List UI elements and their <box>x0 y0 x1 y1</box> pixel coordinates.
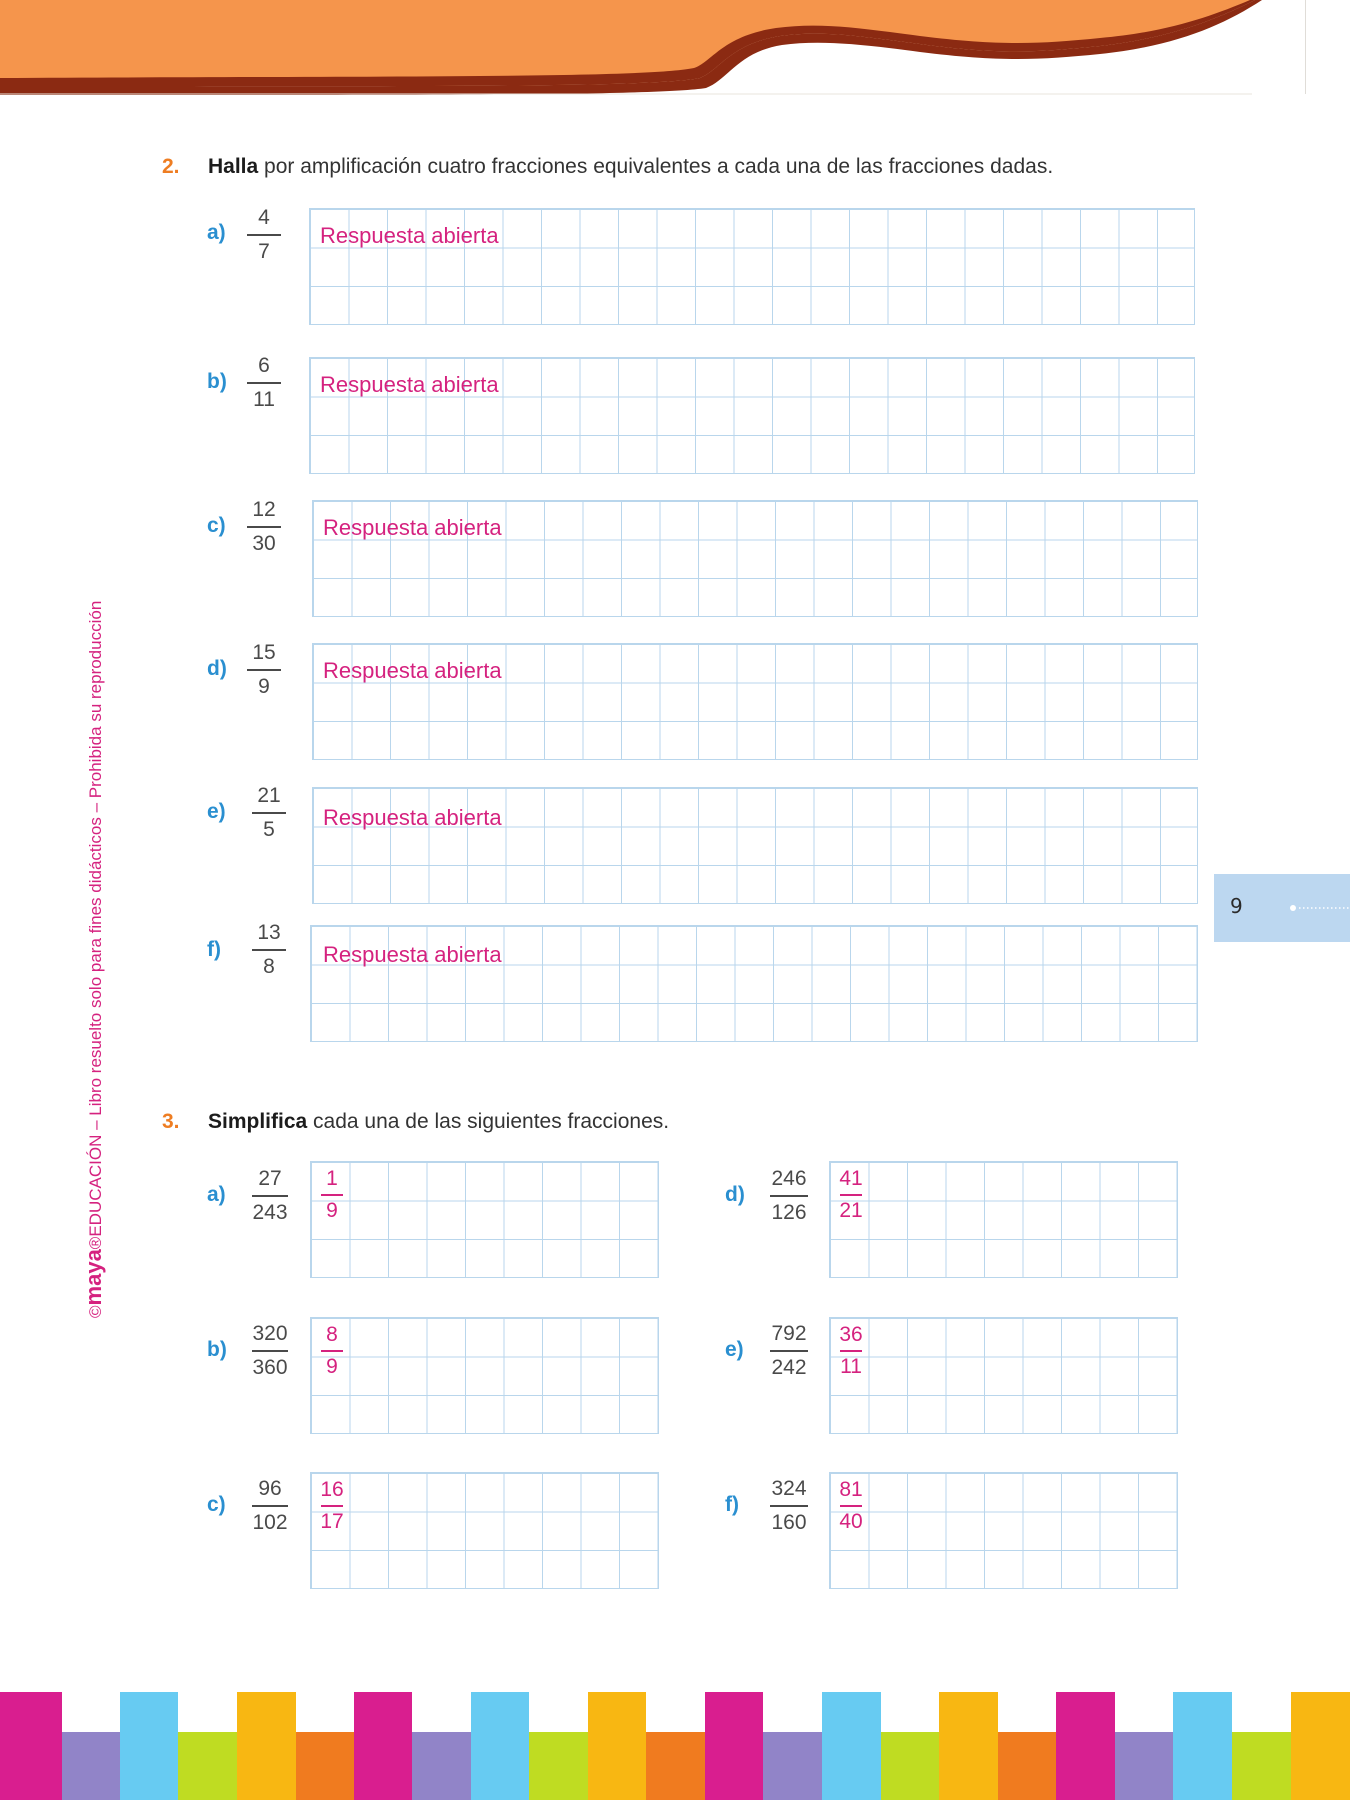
right-margin-rule <box>1305 0 1306 94</box>
footer-color-stripes <box>0 1692 1350 1800</box>
fraction-bar <box>252 812 286 814</box>
registered-symbol: ® <box>86 1236 105 1250</box>
given-fraction <box>764 1475 814 1537</box>
fraction-bar <box>252 1195 288 1197</box>
answer-grid[interactable] <box>309 357 1195 474</box>
given-fraction <box>764 1165 814 1227</box>
fraction-denominator: 126 <box>771 1200 807 1224</box>
answer-fraction <box>836 1164 866 1226</box>
page-number: 9 <box>1230 894 1243 918</box>
fraction-numerator: 6 <box>258 354 270 377</box>
given-fraction <box>241 639 287 701</box>
answer-denominator: 9 <box>326 1354 338 1378</box>
fraction-numerator: 96 <box>258 1477 282 1500</box>
item-letter: f) <box>207 938 221 961</box>
answer-numerator: 41 <box>839 1167 863 1190</box>
fraction-bar <box>247 382 281 384</box>
answer-denominator: 40 <box>839 1509 863 1533</box>
answer-numerator: 36 <box>839 1323 863 1346</box>
fraction-bar <box>770 1505 808 1507</box>
fraction-numerator: 324 <box>771 1477 807 1500</box>
fraction-bar <box>252 949 286 951</box>
answer-grid[interactable] <box>309 208 1195 325</box>
answer-fraction <box>836 1320 866 1382</box>
fraction-numerator: 15 <box>252 641 276 664</box>
fraction-numerator: 21 <box>257 784 281 807</box>
sidebar-credit <box>81 478 106 1318</box>
instruction-text <box>208 1110 669 1134</box>
dotted-leader <box>1290 905 1350 911</box>
answer-denominator: 17 <box>320 1509 344 1533</box>
answer-fraction <box>836 1475 866 1537</box>
answer-grid[interactable] <box>829 1472 1178 1589</box>
instruction-verb: Halla <box>208 155 259 178</box>
answer-grid[interactable] <box>312 787 1198 904</box>
given-fraction <box>246 1165 294 1227</box>
item-letter: a) <box>207 1183 226 1206</box>
answer-grid[interactable] <box>312 500 1198 617</box>
given-fraction <box>241 204 287 266</box>
exercise-number: 2. <box>162 155 180 178</box>
given-fraction <box>246 1475 294 1537</box>
sidebar-text: EDUCACIÓN – Libro resuelto solo para fines didácticos – Prohibida su reproducción <box>86 600 105 1237</box>
answer-grid[interactable] <box>310 1161 659 1278</box>
answer-grid[interactable] <box>829 1161 1178 1278</box>
answer-text: Respuesta abierta <box>320 372 499 397</box>
fraction-numerator: 4 <box>258 206 270 229</box>
answer-grid[interactable] <box>310 1472 659 1589</box>
fraction-denominator: 242 <box>771 1355 807 1379</box>
fraction-numerator: 320 <box>252 1322 288 1345</box>
fraction-bar <box>252 1505 288 1507</box>
answer-text: Respuesta abierta <box>323 805 502 830</box>
answer-numerator: 81 <box>839 1478 863 1501</box>
fraction-denominator: 5 <box>263 817 275 841</box>
fraction-bar <box>247 234 281 236</box>
answer-numerator: 8 <box>326 1323 338 1346</box>
fraction-numerator: 13 <box>257 921 281 944</box>
fraction-bar <box>247 526 281 528</box>
fraction-denominator: 7 <box>258 239 270 263</box>
fraction-denominator: 243 <box>252 1200 288 1224</box>
fraction-numerator: 12 <box>252 498 276 521</box>
answer-grid[interactable] <box>310 925 1198 1042</box>
answer-text: Respuesta abierta <box>323 515 502 540</box>
fraction-denominator: 9 <box>258 674 270 698</box>
item-letter: e) <box>207 800 226 823</box>
fraction-numerator: 27 <box>258 1167 282 1190</box>
item-letter: f) <box>725 1493 739 1516</box>
header-band <box>0 0 1350 100</box>
instruction-body: cada una de las siguientes fracciones. <box>307 1110 670 1133</box>
brand-logo-text: maya <box>81 1249 106 1306</box>
page-tab <box>1214 874 1350 942</box>
fraction-denominator: 8 <box>263 954 275 978</box>
answer-denominator: 21 <box>839 1198 863 1222</box>
given-fraction <box>246 782 292 844</box>
given-fraction <box>241 496 287 558</box>
fraction-denominator: 160 <box>771 1510 807 1534</box>
fraction-bar <box>247 669 281 671</box>
item-letter: d) <box>725 1183 745 1206</box>
answer-grid[interactable] <box>312 643 1198 760</box>
fraction-bar <box>770 1350 808 1352</box>
fraction-bar <box>770 1195 808 1197</box>
fraction-numerator: 246 <box>771 1167 807 1190</box>
answer-fraction <box>317 1475 347 1537</box>
item-letter: d) <box>207 657 227 680</box>
item-letter: a) <box>207 221 226 244</box>
fraction-numerator: 792 <box>771 1322 807 1345</box>
item-letter: c) <box>207 1493 226 1516</box>
fraction-denominator: 30 <box>252 531 276 555</box>
fraction-denominator: 360 <box>252 1355 288 1379</box>
given-fraction <box>764 1320 814 1382</box>
exercise-number: 3. <box>162 1110 180 1133</box>
answer-fraction <box>317 1164 347 1226</box>
fraction-bar <box>252 1350 288 1352</box>
item-letter: e) <box>725 1338 744 1361</box>
answer-numerator: 16 <box>320 1478 344 1501</box>
answer-text: Respuesta abierta <box>323 658 502 683</box>
answer-grid[interactable] <box>829 1317 1178 1434</box>
answer-grid[interactable] <box>310 1317 659 1434</box>
instruction-verb: Simplifica <box>208 1110 308 1133</box>
answer-denominator: 11 <box>840 1354 862 1378</box>
given-fraction <box>246 1320 294 1382</box>
item-letter: c) <box>207 514 226 537</box>
answer-fraction <box>317 1320 347 1382</box>
item-letter: b) <box>207 370 227 393</box>
fraction-denominator: 11 <box>253 387 275 411</box>
given-fraction <box>241 352 287 414</box>
answer-text: Respuesta abierta <box>323 942 502 967</box>
instruction-text <box>208 155 1053 179</box>
item-letter: b) <box>207 1338 227 1361</box>
instruction-body: por amplificación cuatro fracciones equivalentes a cada una de las fracciones dadas. <box>258 155 1054 178</box>
fraction-denominator: 102 <box>252 1510 288 1534</box>
answer-numerator: 1 <box>326 1167 338 1190</box>
given-fraction <box>246 919 292 981</box>
answer-denominator: 9 <box>326 1198 338 1222</box>
answer-text: Respuesta abierta <box>320 223 499 248</box>
copyright-symbol: © <box>86 1305 105 1318</box>
